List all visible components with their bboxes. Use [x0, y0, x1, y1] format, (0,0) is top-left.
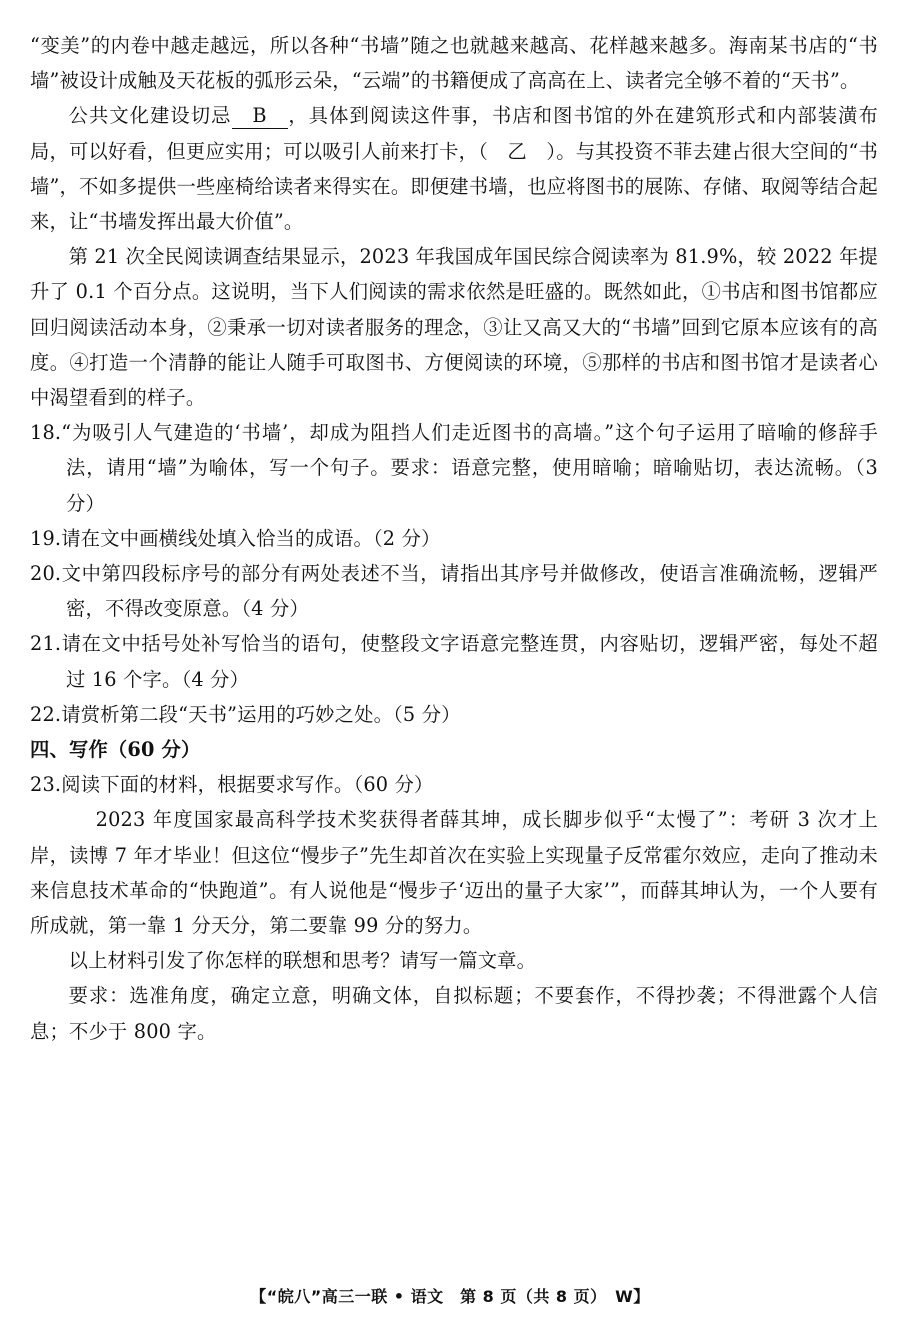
question-22: 22.请赏析第二段“天书”运用的巧妙之处。（5 分）	[30, 702, 461, 726]
writing-prompt: 以上材料引发了你怎样的联想和思考？请写一篇文章。	[68, 949, 537, 973]
writing-material: 2023 年度国家最高科学技术奖获得者薛其坤，成长脚步似乎“太慢了”：考研 3 次才上岸，读博 7 年才毕业！但这位“慢步子”先生却首次在实验上实现量子反常霍尔效应，走向了推动未来信息技术革命的“快跑道”。有人说他是“慢步子‘迈出的量子大家’”，而薛其坤认为，一个人要有所成就，第一靠 1 分天分，第二要靠 99 分的努力。	[30, 808, 878, 938]
passage-paragraph-1: “变美”的内卷中越走越远，所以各种“书墙”随之也就越来越高、花样越来越多。海南某书店的“书墙”被设计成触及天花板的弧形云朵，“云端”的书籍便成了高高在上、读者完全够不着的“天书”。	[30, 34, 878, 93]
exam-page	[30, 28, 878, 1049]
page-footer: 【“皖八”高三一联 • 语文 第 8 页（共 8 页） W】	[250, 1287, 650, 1306]
question-18: 18.“为吸引人气建造的‘书墙’，却成为阻挡人们走近图书的高墙。”这个句子运用了暗喻的修辞手法，请用“墙”为喻体，写一个句子。要求：语意完整，使用暗喻；暗喻贴切，表达流畅。（3 分）	[30, 421, 878, 515]
paragraph-2-lead: 公共文化建设切忌	[68, 104, 232, 128]
passage-paragraph-3: 第 21 次全民阅读调查结果显示，2023 年我国成年国民综合阅读率为 81.9%，较 2022 年提升了 0.1 个百分点。这说明，当下人们阅读的需求依然是旺盛的。既然如此，①书店和图书馆都应回归阅读活动本身，②秉承一切对读者服务的理念，③让又高又大的“书墙”回到它原本应该有的高度。④打造一个清静的能让人随手可取图书、方便阅读的环境，⑤那样的书店和图书馆才是读者心中渴望看到的样子。	[30, 245, 878, 410]
question-21: 21.请在文中括号处补写恰当的语句，使整段文字语意完整连贯，内容贴切，逻辑严密，每处不超过 16 个字。（4 分）	[30, 632, 878, 691]
answer-blank: B	[232, 104, 288, 129]
question-19: 19.请在文中画横线处填入恰当的成语。（2 分）	[30, 526, 441, 550]
passage-paragraph-2	[30, 98, 878, 239]
question-23: 23.阅读下面的材料，根据要求写作。（60 分）	[30, 773, 434, 797]
paragraph-2-rest: ，具体到阅读这件事，书店和图书馆的外在建筑形式和内部装潢布局，可以好看，但更应实用；可以吸引人前来打卡，（ 乙 ）。与其投资不菲去建占很大空间的“书墙”，不如多提供一些座椅给读者来得实在。即便建书墙，也应将图书的展陈、存储、取阅等结合起来，让“书墙发挥出最大价值”。	[30, 104, 878, 234]
question-20: 20.文中第四段标序号的部分有两处表述不当，请指出其序号并做修改，使语言准确流畅，逻辑严密，不得改变原意。（4 分）	[30, 562, 878, 621]
section-heading-writing: 四、写作（60 分）	[30, 738, 201, 762]
writing-requirements: 要求：选准角度，确定立意，明确文体，自拟标题；不要套作，不得抄袭；不得泄露个人信息；不少于 800 字。	[30, 984, 878, 1043]
